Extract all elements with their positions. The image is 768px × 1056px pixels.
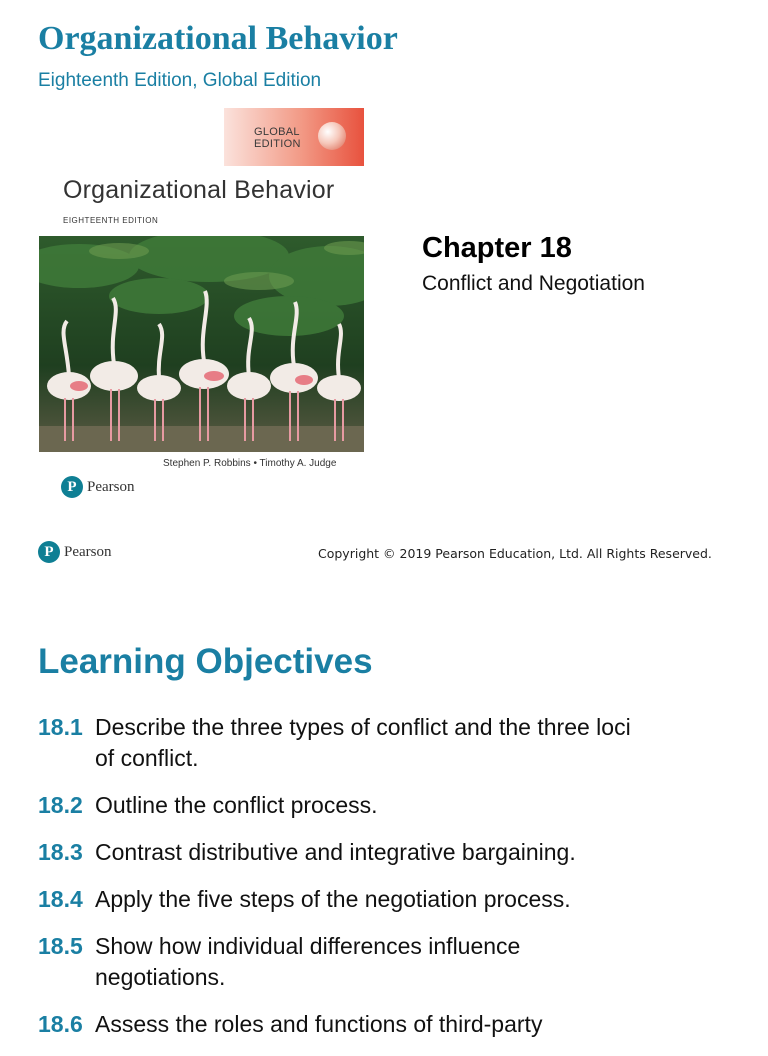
flamingo-photo	[39, 236, 364, 452]
objective-item	[38, 712, 738, 774]
objective-item	[38, 1009, 738, 1040]
objective-number: 18.4	[38, 886, 83, 912]
objective-text: Describe the three types of conflict and the three loci of conflict.	[95, 714, 631, 771]
objective-item	[38, 931, 738, 993]
global-label: GLOBAL	[254, 126, 300, 138]
pearson-logo-icon: P	[61, 476, 83, 498]
learning-objectives-slide	[0, 600, 768, 1037]
objective-item	[38, 837, 738, 868]
objective-item	[38, 790, 738, 821]
objective-text: Contrast distributive and integrative bargaining.	[95, 839, 576, 865]
cover-pearson-logo	[61, 474, 135, 500]
cover-publisher: Pearson	[87, 478, 135, 495]
objective-number: 18.2	[38, 792, 83, 818]
objective-text: Apply the five steps of the negotiation process.	[95, 886, 571, 912]
objective-item	[38, 884, 738, 915]
objective-text: Show how individual differences influence negotiations.	[95, 933, 521, 990]
pearson-logo-icon: P	[38, 541, 60, 563]
objective-number: 18.3	[38, 839, 83, 865]
book-subtitle: Eighteenth Edition, Global Edition	[38, 70, 322, 91]
objective-number: 18.1	[38, 714, 83, 740]
objective-number: 18.5	[38, 933, 83, 959]
objective-text: Outline the conflict process.	[95, 792, 378, 818]
book-title: Organizational Behavior	[38, 20, 398, 57]
footer-publisher: Pearson	[64, 543, 112, 560]
objective-text: Assess the roles and functions of third-party	[95, 1011, 543, 1037]
chapter-subtitle: Conflict and Negotiation	[422, 272, 645, 295]
cover-authors: Stephen P. Robbins • Timothy A. Judge	[163, 458, 337, 469]
edition-label: EDITION	[254, 138, 301, 150]
objectives-list	[38, 712, 738, 1056]
objective-number: 18.6	[38, 1011, 83, 1037]
learning-objectives-title: Learning Objectives	[38, 642, 373, 681]
global-edition-band	[224, 108, 364, 166]
copyright-notice: Copyright © 2019 Pearson Education, Ltd. All Rights Reserved.	[318, 546, 712, 561]
global-edition-label	[254, 126, 301, 150]
slide-divider	[0, 590, 768, 591]
cover-edition: EIGHTEENTH EDITION	[63, 216, 159, 225]
footer-pearson-logo	[38, 541, 112, 563]
globe-icon	[318, 122, 346, 150]
chapter-title: Chapter 18	[422, 232, 572, 264]
cover-title: Organizational Behavior	[63, 176, 335, 204]
book-cover-image	[39, 108, 364, 522]
